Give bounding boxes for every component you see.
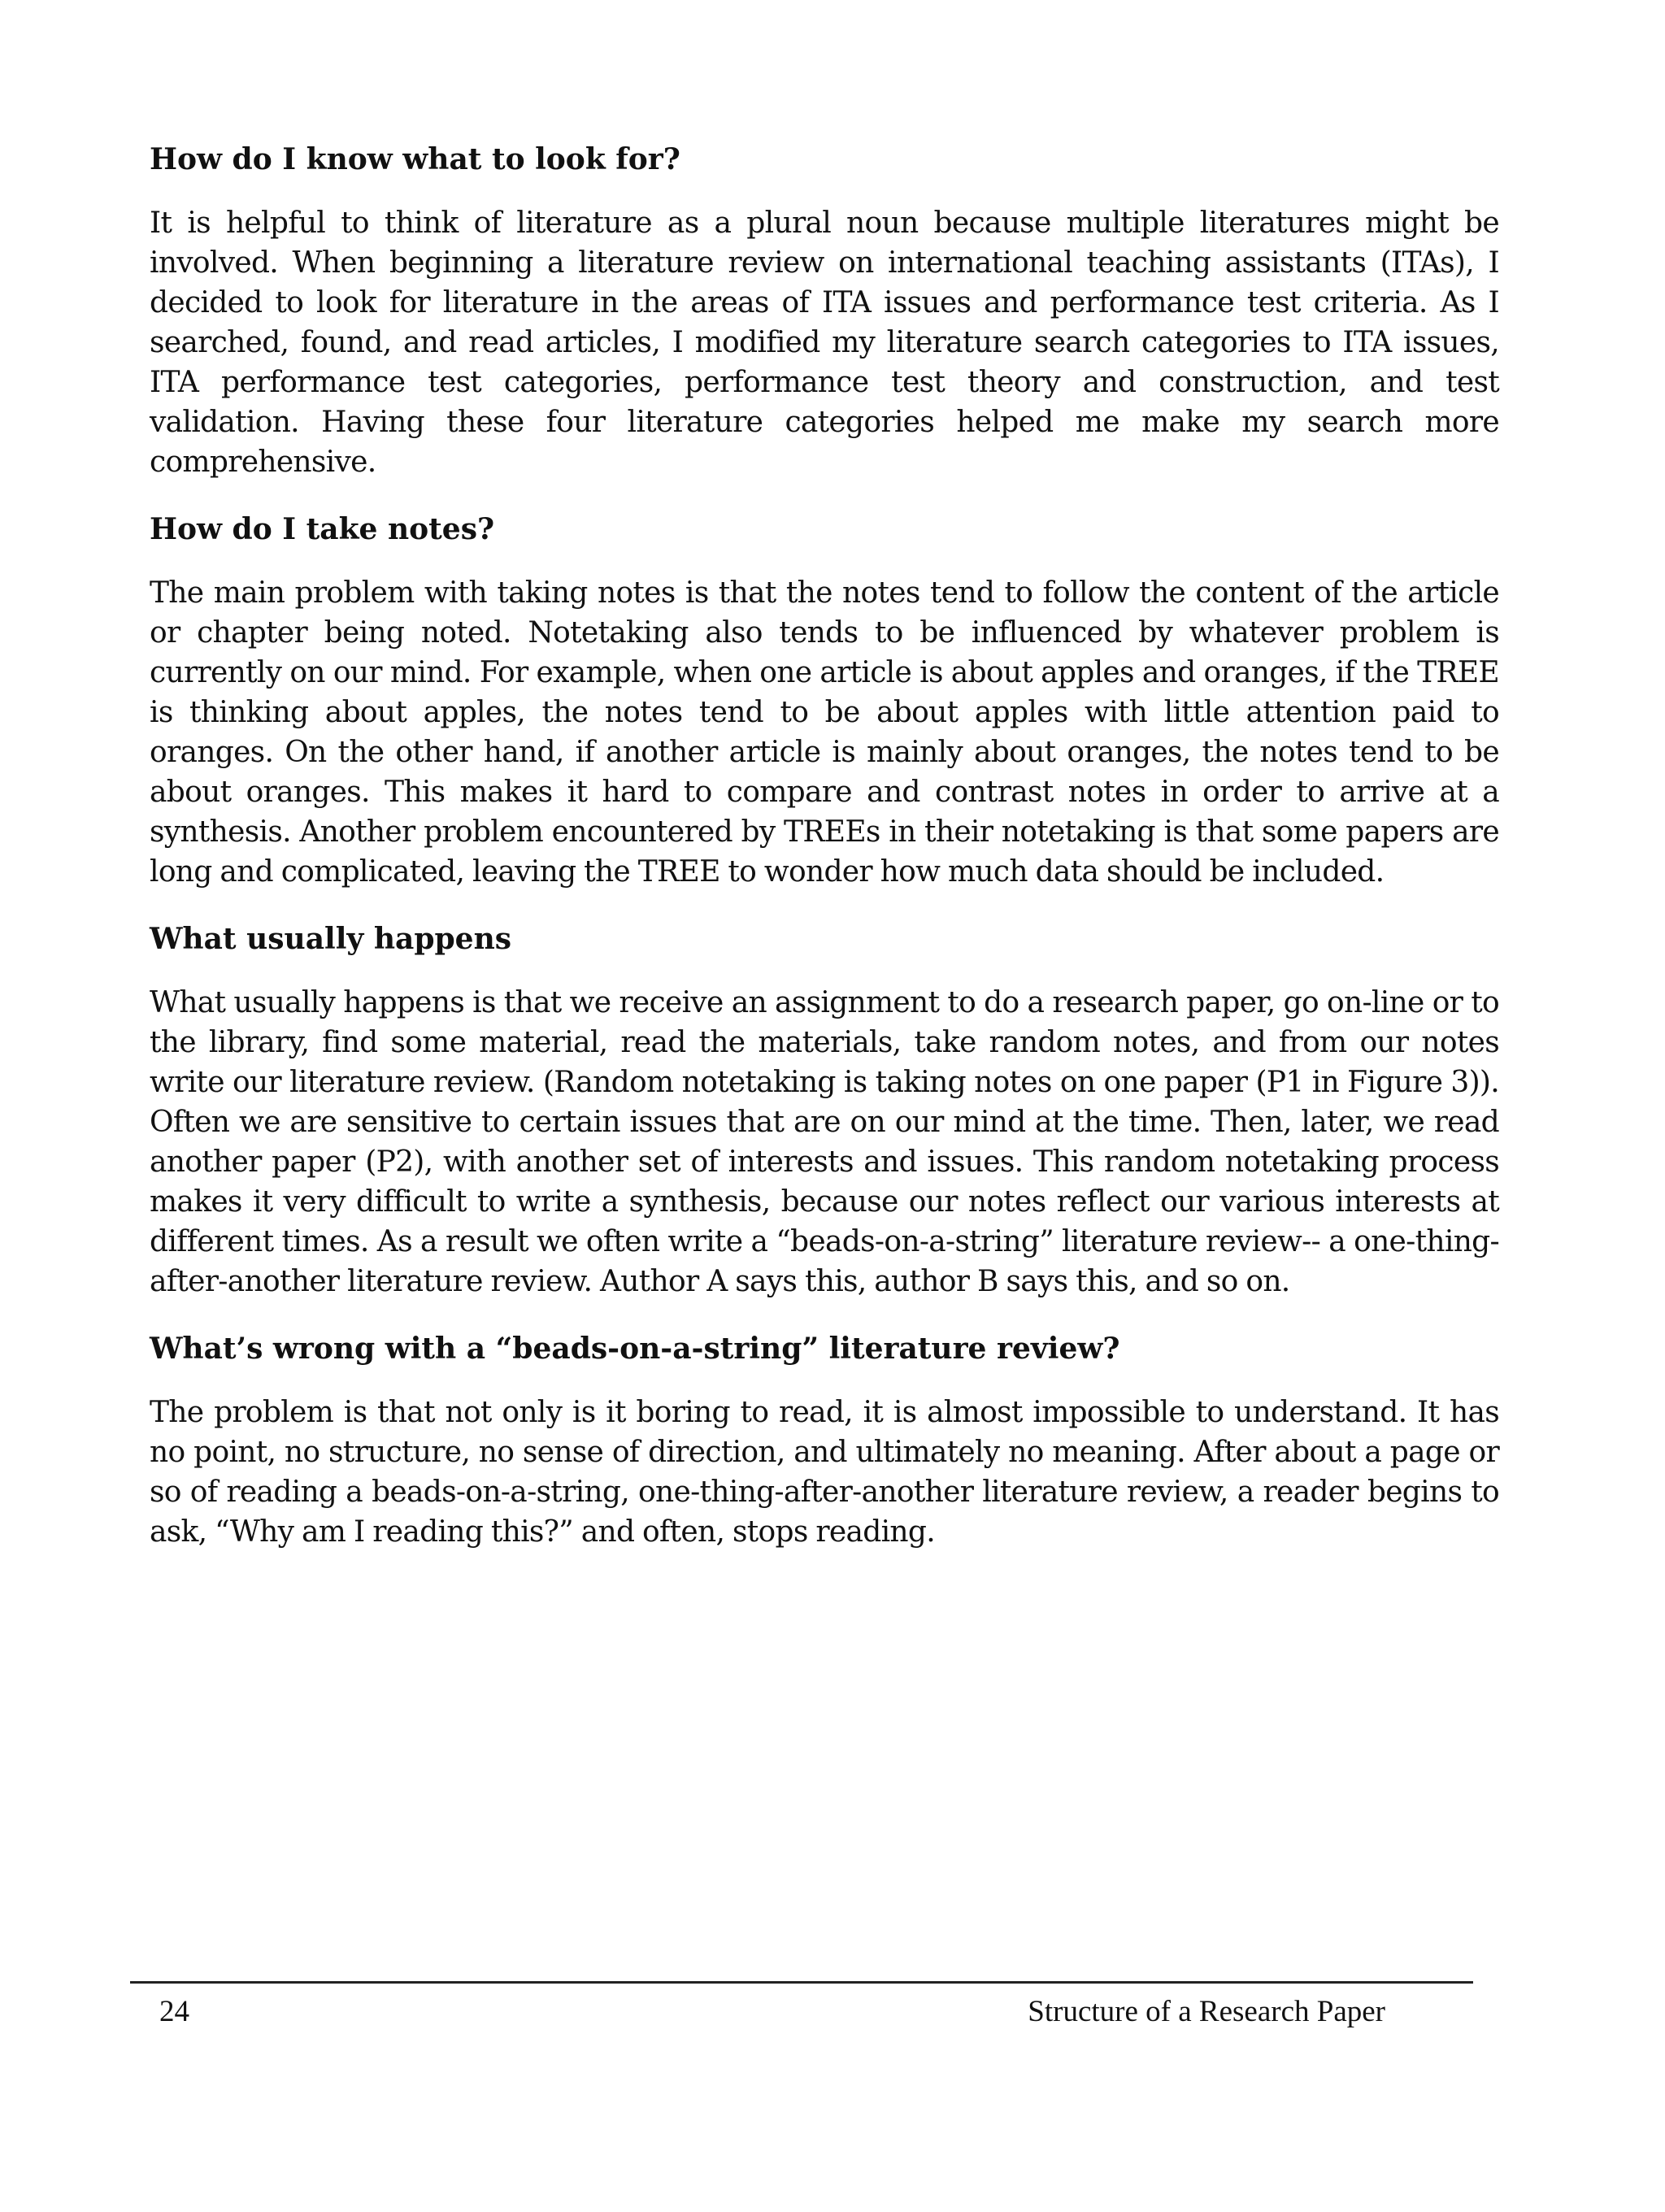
section-heading-what-usually-happens: What usually happens <box>150 922 512 956</box>
section-body-what-to-look-for: It is helpful to think of literature as a plural noun because multiple literatures might be involved. When beginning a literature review on international teaching assistants (ITAs), I decided to look for literature in the areas of ITA issues and performance test criteria. As I searched, found, and read articles, I modified my literature search categories to ITA issues, ITA performance test categories, performance test theory and construction, and test validation. Having these four literature categories helped me make my search more comprehensive. <box>150 206 1499 479</box>
page-content <box>150 140 1499 1580</box>
section-heading-what-to-look-for: How do I know what to look for? <box>150 142 680 176</box>
section-body-what-usually-happens: What usually happens is that we receive an assignment to do a research paper, go on-line or to the library, find some material, read the materials, take random notes, and from our notes write our literature review. (Random notetaking is taking notes on one paper (P1 in Figure 3)). Often we are sensitive to certain issues that are on our mind at the time. Then, later, we read another paper (P2), with another set of interests and issues. This random notetaking process makes it very difficult to write a synthesis, because our notes reflect our various interests at different times. As a result we often write a “beads-on-a-string” literature review-- a one-thing-after-another literature review. Author A says this, author B says this, and so on. <box>150 986 1499 1298</box>
footer-divider <box>130 1981 1473 1984</box>
section-heading-beads-on-a-string: What’s wrong with a “beads-on-a-string” literature review? <box>150 1332 1120 1366</box>
page-number: 24 <box>159 1995 189 2028</box>
section-heading-take-notes: How do I take notes? <box>150 512 495 546</box>
section-body-beads-on-a-string: The problem is that not only is it boring to read, it is almost impossible to understand. It has no point, no structure, no sense of direction, and ultimately no meaning. After about a page or so of reading a beads-on-a-string, one-thing-after-another literature review, a reader begins to ask, “Why am I reading this?” and often, stops reading. <box>150 1396 1499 1549</box>
section-body-take-notes: The main problem with taking notes is that the notes tend to follow the content of the article or chapter being noted. Notetaking also tends to be influenced by whatever problem is currently on our mind. For example, when one article is about apples and oranges, if the TREE is thinking about apples, the notes tend to be about apples with little attention paid to oranges. On the other hand, if another article is mainly about oranges, the notes tend to be about oranges. This makes it hard to compare and contrast notes in order to arrive at a synthesis. Another problem encountered by TREEs in their notetaking is that some papers are long and complicated, leaving the TREE to wonder how much data should be included. <box>150 576 1499 889</box>
running-title: Structure of a Research Paper <box>1028 1995 1385 2028</box>
